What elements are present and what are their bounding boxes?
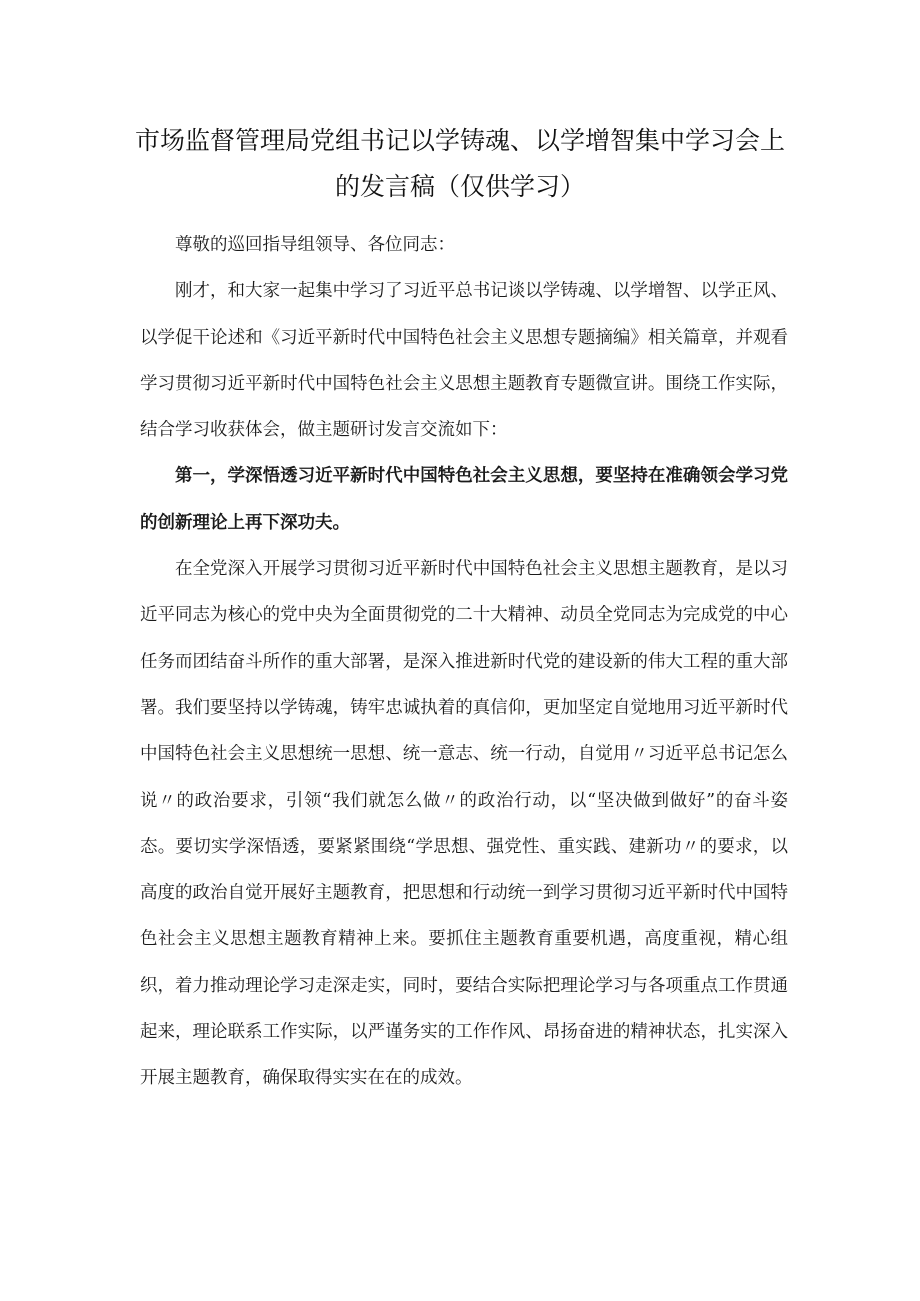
paragraph-body: 在全党深入开展学习贯彻习近平新时代中国特色社会主义思想主题教育，是以习近平同志为核心的党中央为全面贯彻党的二十大精神、动员全党同志为完成党的中心任务而团结奋斗所作的重大部署，是深入推进新时代党的建设新的伟大工程的重大部署。我们要坚持以学铸魂，铸牢忠诚执着的真信仰，更加坚定自觉地用习近平新时代中国特色社会主义思想统一思想、统一意志、统一行动，自觉用〃习近平总书记怎么说〃的政治要求，引领“我们就怎么做〃的政治行动，以“坚决做到做好”的奋斗姿态。要切实学深悟透，要紧紧围绕“学思想、强党性、重实践、建新功〃的要求，以高度的政治自觉开展好主题教育，把思想和行动统一到学习贯彻习近平新时代中国特色社会主义思想主题教育精神上来。要抓住主题教育重要机遇，高度重视，精心组织，着力推动理论学习走深走实，同时，要结合实际把理论学习与各项重点工作贯通起来，理论联系工作实际，以严谨务实的工作作风、昂扬奋进的精神状态，扎实深入开展主题教育，确保取得实实在在的成效。	[140, 559, 788, 1089]
document-title: 市场监督管理局党组书记以学铸魂、以学增智集中学习会上的发言稿（仅供学习）	[134, 126, 785, 201]
paragraph-intro: 刚才，和大家一起集中学习了习近平总书记谈以学铸魂、以学增智、以学正风、以学促干论述和《习近平新时代中国特色社会主义思想专题摘编》相关篇章，并观看学习贯彻习近平新时代中国特色社会主义思想主题教育专题微宣讲。围绕工作实际，结合学习收获体会，做主题研讨发言交流如下：	[140, 281, 788, 441]
salutation: 尊敬的巡回指导组领导、各位同志：	[175, 235, 455, 255]
section-heading-first: 第一，学深悟透习近平新时代中国特色社会主义思想，要坚持在准确领会学习党的创新理论上再下深功夫。	[140, 466, 788, 533]
document-body	[140, 222, 788, 1102]
